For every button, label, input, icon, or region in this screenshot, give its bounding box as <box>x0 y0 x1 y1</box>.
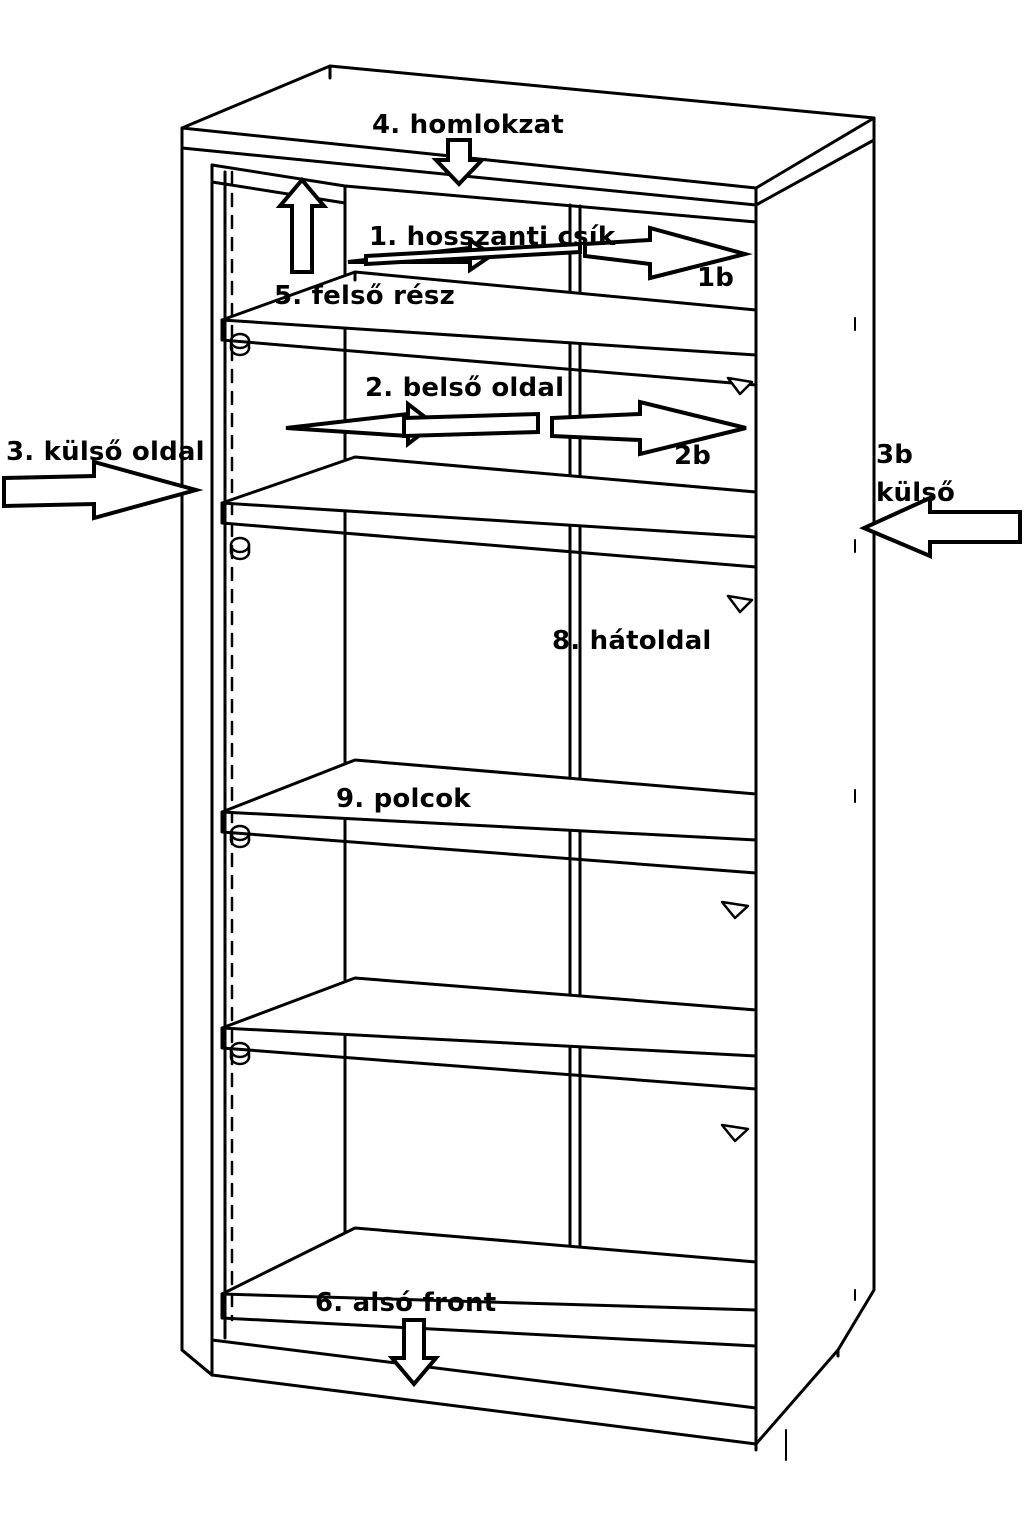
label-part-3b: 3b <box>876 440 914 470</box>
shelf-4 <box>222 978 756 1089</box>
inner-left-side-panel <box>212 165 225 1375</box>
shelf-peg-2-right <box>728 596 752 612</box>
shelf-peg-4-right <box>722 1125 748 1141</box>
label-part-5-felso-resz: 5. felső rész <box>274 281 455 311</box>
arrow-shaft-belso-oldal <box>404 414 538 436</box>
label-part-2-belso-oldal: 2. belső oldal <box>365 373 565 403</box>
shelf-2 <box>222 457 756 567</box>
label-part-6-also-front: 6. alsó front <box>315 1288 497 1318</box>
label-part-9-polcok: 9. polcok <box>336 784 471 814</box>
label-part-8-hatoldal: 8. hátoldal <box>552 626 712 656</box>
shelf-peg-4 <box>231 1043 249 1064</box>
bottom-front-rail <box>212 1340 756 1444</box>
shelf-3 <box>222 760 756 873</box>
label-part-4-homlokzat: 4. homlokzat <box>372 110 565 140</box>
label-part-1-hosszanti-csik: 1. hosszanti csík <box>369 222 616 252</box>
label-part-1b: 1b <box>697 263 735 293</box>
shelf-peg-2 <box>231 538 249 559</box>
label-part-3-kulso-oldal: 3. külső oldal <box>6 437 205 467</box>
label-part-3b-kulso: külső <box>876 478 956 508</box>
outer-left-side-panel <box>182 148 212 1375</box>
shelf-peg-3 <box>231 826 249 847</box>
bottom-shelf <box>222 1228 756 1346</box>
shelf-peg-5 <box>231 334 249 355</box>
label-part-2b: 2b <box>674 441 712 471</box>
outer-right-side-panel <box>756 140 874 1450</box>
shelf-peg-3-right <box>722 902 748 918</box>
arrow-to-kulso-oldal <box>4 462 196 518</box>
shelf-peg-5-right <box>728 378 752 394</box>
